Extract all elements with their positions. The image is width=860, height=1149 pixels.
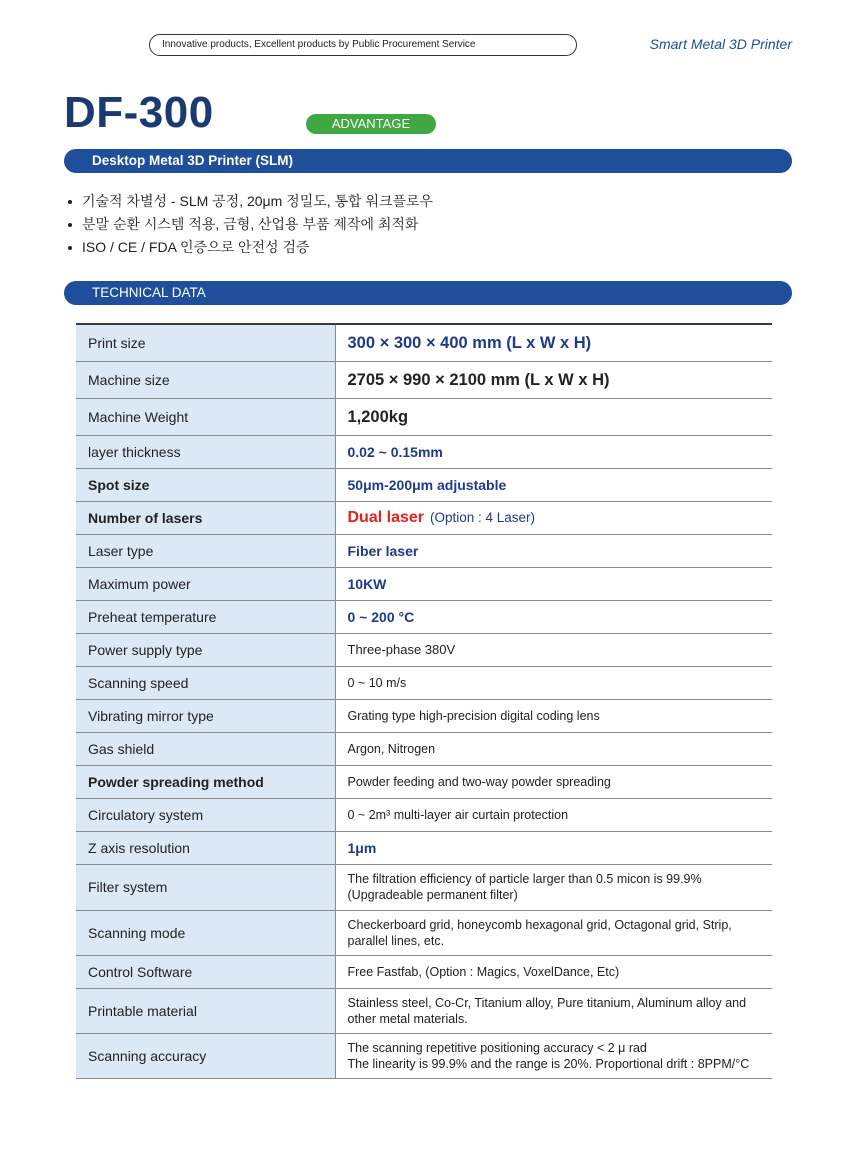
spec-label: Scanning mode xyxy=(76,910,335,955)
spec-value-line: The filtration efficiency of particle larger than 0.5 micon is 99.9% xyxy=(347,872,702,886)
spec-value: 50μm-200μm adjustable xyxy=(335,468,772,501)
spec-label: Printable material xyxy=(76,988,335,1033)
spec-label: Circulatory system xyxy=(76,798,335,831)
spec-label: Filter system xyxy=(76,864,335,910)
spec-value: 1,200kg xyxy=(335,398,772,435)
spec-value xyxy=(335,1033,772,1078)
spec-label: Control Software xyxy=(76,955,335,988)
spec-label: layer thickness xyxy=(76,435,335,468)
section-bar-product: Desktop Metal 3D Printer (SLM) xyxy=(64,149,792,173)
spec-value: 0.02 ~ 0.15mm xyxy=(335,435,772,468)
spec-value: 1μm xyxy=(335,831,772,864)
table-row xyxy=(76,567,772,600)
spec-label: Gas shield xyxy=(76,732,335,765)
spec-value: Three-phase 380V xyxy=(335,633,772,666)
table-row xyxy=(76,732,772,765)
spec-value: Free Fastfab, (Option : Magics, VoxelDance, Etc) xyxy=(335,955,772,988)
table-row xyxy=(76,765,772,798)
table-row xyxy=(76,435,772,468)
table-row xyxy=(76,988,772,1033)
table-row xyxy=(76,324,772,361)
spec-label: Print size xyxy=(76,324,335,361)
table-row xyxy=(76,361,772,398)
spec-value xyxy=(335,864,772,910)
tagline-pill: Innovative products, Excellent products by Public Procurement Service xyxy=(149,34,577,56)
spec-value-line: Checkerboard grid, honeycomb hexagonal grid, Octagonal grid, Strip, xyxy=(347,917,732,932)
spec-label: Spot size xyxy=(76,468,335,501)
spec-label: Scanning accuracy xyxy=(76,1033,335,1078)
spec-value: Grating type high-precision digital coding lens xyxy=(335,699,772,732)
bullet-text: 기술적 차별성 - SLM 공정, 20μm 정밀도, 통합 워크플로우 xyxy=(82,193,434,209)
spec-value-line: other metal materials. xyxy=(347,1011,468,1026)
table-row xyxy=(76,831,772,864)
table-row xyxy=(76,910,772,955)
spec-value-line: (Upgradeable permanent filter) xyxy=(347,888,518,902)
spec-value xyxy=(335,501,772,534)
table-row xyxy=(76,468,772,501)
spec-value xyxy=(335,988,772,1033)
advantage-list xyxy=(66,190,433,259)
spec-value: Fiber laser xyxy=(335,534,772,567)
spec-label: Vibrating mirror type xyxy=(76,699,335,732)
list-item xyxy=(66,213,433,236)
spec-value-line: The scanning repetitive positioning accuracy < 2 μ rad xyxy=(347,1040,647,1055)
bullet-icon xyxy=(68,246,72,250)
brand-line: Smart Metal 3D Printer xyxy=(649,36,792,52)
spec-label: Z axis resolution xyxy=(76,831,335,864)
table-row xyxy=(76,633,772,666)
bullet-text: ISO / CE / FDA 인증으로 안전성 검증 xyxy=(82,239,310,255)
spec-label: Number of lasers xyxy=(76,501,335,534)
spec-label: Power supply type xyxy=(76,633,335,666)
list-item xyxy=(66,190,433,213)
table-row xyxy=(76,955,772,988)
spec-label: Laser type xyxy=(76,534,335,567)
spec-value-line: The linearity is 99.9% and the range is 20%. Proportional drift : 8PPM/°C xyxy=(347,1056,750,1071)
spec-value: 0 ~ 2m³ multi-layer air curtain protection xyxy=(335,798,772,831)
dual-laser-text: Dual laser xyxy=(347,508,424,526)
bullet-icon xyxy=(68,200,72,204)
spec-label: Preheat temperature xyxy=(76,600,335,633)
spec-label: Scanning speed xyxy=(76,666,335,699)
table-row xyxy=(76,534,772,567)
spec-value: 2705 × 990 × 2100 mm (L x W x H) xyxy=(335,361,772,398)
advantage-badge: ADVANTAGE xyxy=(306,114,436,134)
spec-label: Powder spreading method xyxy=(76,765,335,798)
bullet-text: 분말 순환 시스템 적용, 금형, 산업용 부품 제작에 최적화 xyxy=(82,216,419,232)
table-row xyxy=(76,864,772,910)
spec-value: 0 ~ 200 °C xyxy=(335,600,772,633)
table-row xyxy=(76,798,772,831)
table-row xyxy=(76,600,772,633)
model-title: DF-300 xyxy=(64,88,214,137)
laser-option-text: (Option : 4 Laser) xyxy=(429,509,536,525)
spec-value xyxy=(335,910,772,955)
list-item xyxy=(66,236,433,259)
spec-value-line: Stainless steel, Co-Cr, Titanium alloy, Pure titanium, Aluminum alloy and xyxy=(347,995,747,1010)
table-row xyxy=(76,666,772,699)
table-row xyxy=(76,1033,772,1078)
spec-value: 10KW xyxy=(335,567,772,600)
section-bar-technical-data: TECHNICAL DATA xyxy=(64,281,792,305)
spec-value: 0 ~ 10 m/s xyxy=(335,666,772,699)
table-row xyxy=(76,699,772,732)
table-row xyxy=(76,398,772,435)
spec-label: Machine size xyxy=(76,361,335,398)
spec-value: 300 × 300 × 400 mm (L x W x H) xyxy=(335,324,772,361)
spec-table xyxy=(76,323,772,1079)
table-row xyxy=(76,501,772,534)
spec-label: Maximum power xyxy=(76,567,335,600)
bullet-icon xyxy=(68,223,72,227)
spec-value: Argon, Nitrogen xyxy=(335,732,772,765)
spec-label: Machine Weight xyxy=(76,398,335,435)
spec-value-line: parallel lines, etc. xyxy=(347,933,445,948)
spec-value: Powder feeding and two-way powder spreading xyxy=(335,765,772,798)
